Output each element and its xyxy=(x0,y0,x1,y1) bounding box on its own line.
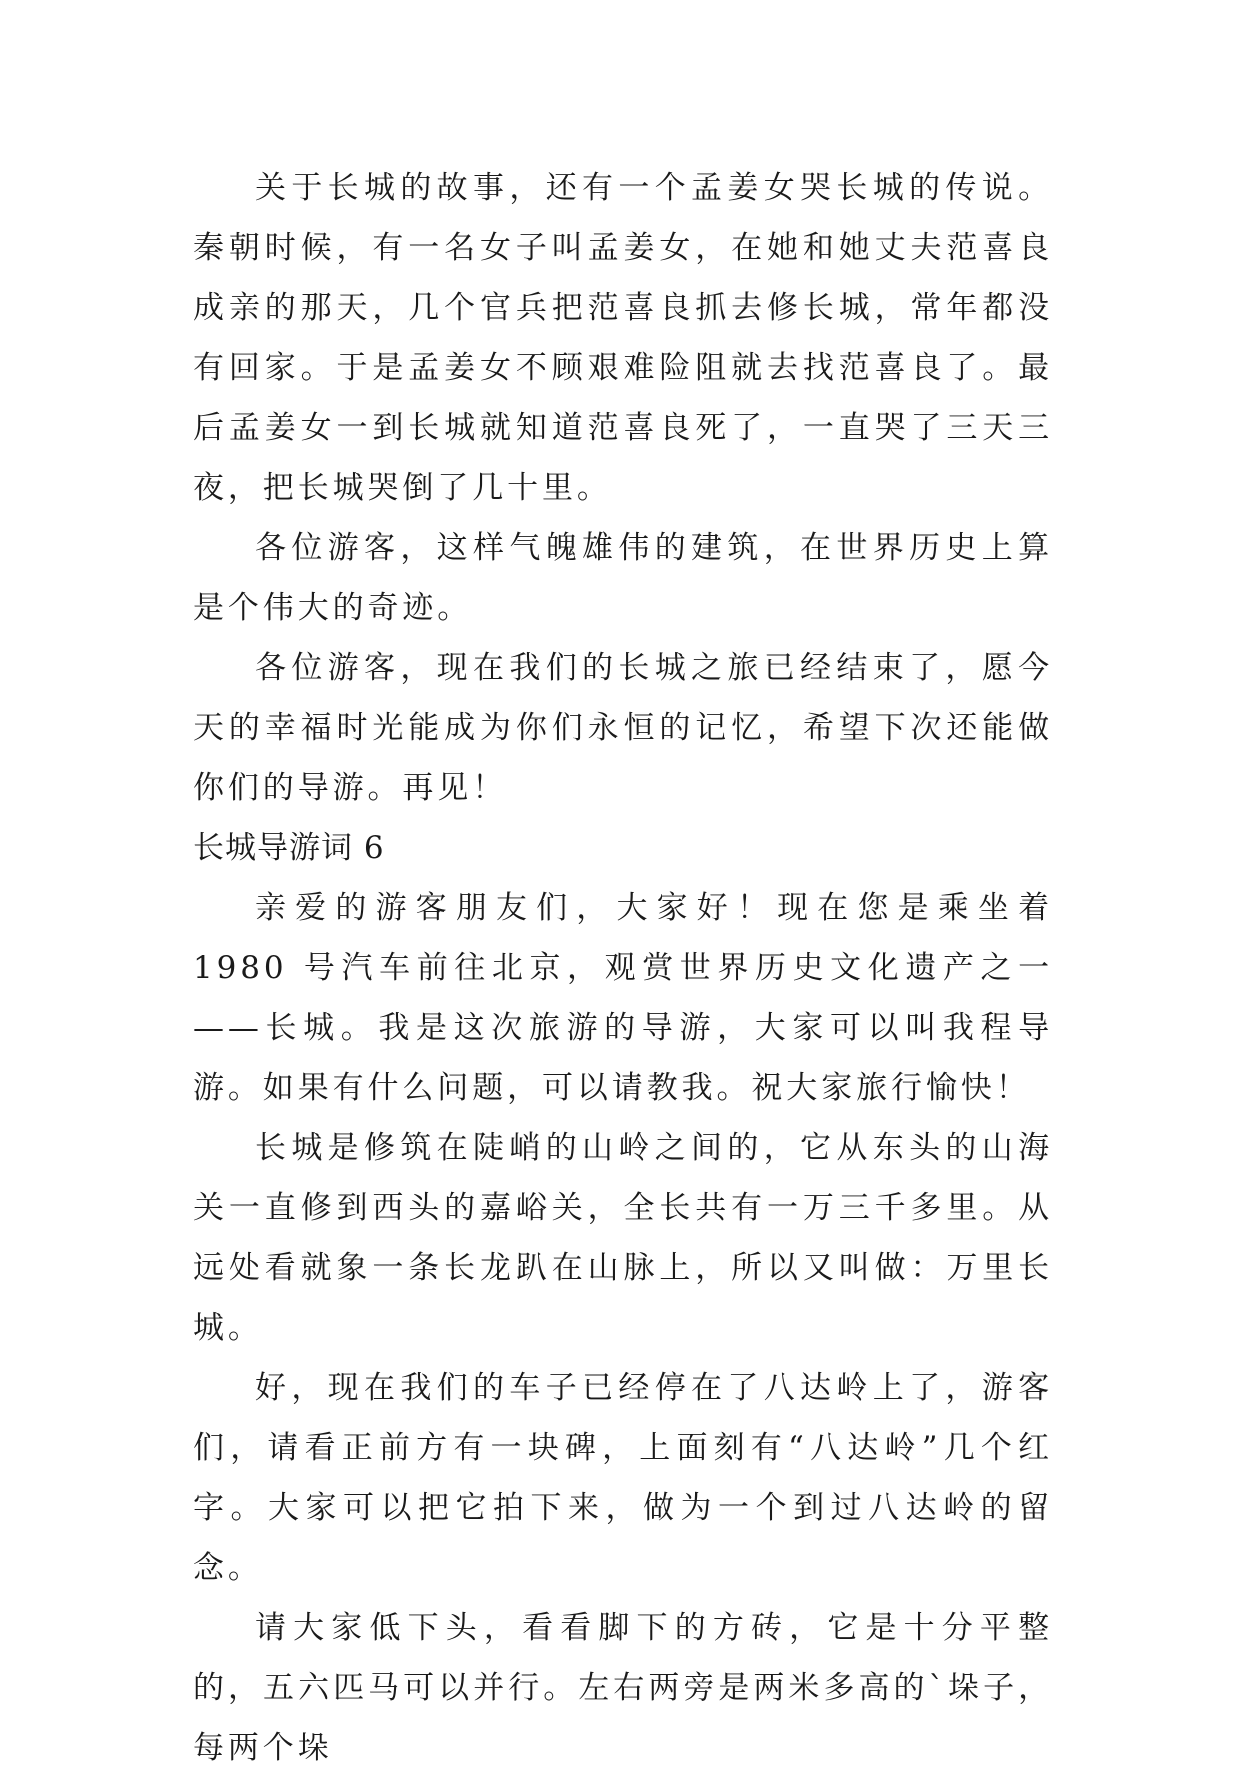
section-heading: 长城导游词 6 xyxy=(193,830,385,866)
paragraph-mengjiangnu-legend: 关于长城的故事，还有一个孟姜女哭长城的传说。秦朝时候，有一名女子叫孟姜女，在她和她丈夫范喜良成亲的那天，几个官兵把范喜良抓去修长城，常年都没有回家。于是孟姜女不顾艰难险阻就去找范喜良了。最后孟姜女一到长城就知道范喜良死了，一直哭了三天三夜，把长城哭倒了几十里。 xyxy=(193,170,1053,506)
paragraph-wall-length: 长城是修筑在陡峭的山岭之间的，它从东头的山海关一直修到西头的嘉峪关，全长共有一万三千多里。从远处看就象一条长龙趴在山脉上，所以又叫做：万里长城。 xyxy=(193,1130,1053,1346)
paragraph-badaling-stele: 好，现在我们的车子已经停在了八达岭上了，游客们，请看正前方有一块碑，上面刻有“八达岭”几个红字。大家可以把它拍下来，做为一个到过八达岭的留念。 xyxy=(193,1370,1053,1586)
paragraph-bricks: 请大家低下头，看看脚下的方砖，它是十分平整的，五六匹马可以并行。左右两旁是两米多高的`垛子，每两个垛 xyxy=(193,1610,1053,1766)
paragraph-farewell: 各位游客，现在我们的长城之旅已经结束了，愿今天的幸福时光能成为你们永恒的记忆，希望下次还能做你们的导游。再见！ xyxy=(193,650,1053,806)
paragraph-greeting: 亲爱的游客朋友们，大家好！现在您是乘坐着 1980 号汽车前往北京，观赏世界历史文化遗产之一——长城。我是这次旅游的导游，大家可以叫我程导游。如果有什么问题，可以请教我。祝大家旅行愉快！ xyxy=(193,890,1053,1106)
paragraph-great-wonder: 各位游客，这样气魄雄伟的建筑，在世界历史上算是个伟大的奇迹。 xyxy=(193,530,1053,626)
document-body xyxy=(193,158,1053,1778)
